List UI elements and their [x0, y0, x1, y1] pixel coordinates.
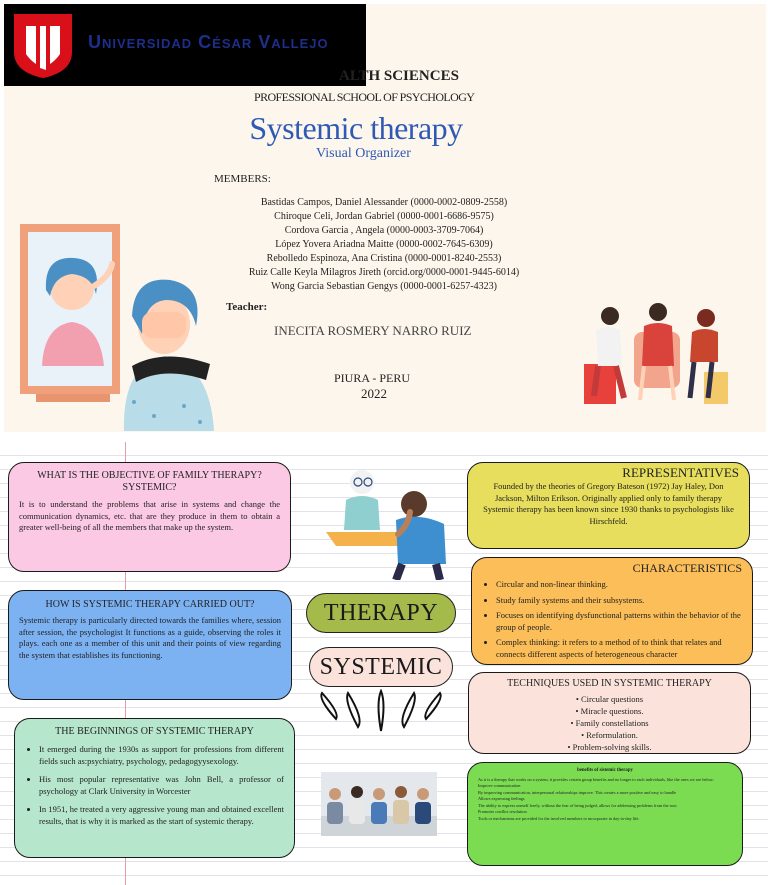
teacher-label: Teacher: [226, 301, 268, 313]
list-item: • His most popular representative was John Bell, a professor of psychology at Clark University in Worcester [39, 774, 284, 797]
members-list [234, 196, 534, 294]
member-item: Cordova Garcia , Angela (0000-0003-3709-7064) [284, 225, 484, 236]
objective-text: It is to understand the problems that arise in systems and change the communication dynamics, etc. that are they produce in them to obtain a greater well-being of all the members that make up the system. [19, 499, 280, 532]
techniques-box [468, 672, 751, 754]
faculty-name: ALTH SCIENCES [339, 68, 459, 84]
list-item: • Problem-solving skills. [479, 741, 740, 753]
list-item: • In 1951, he treated a very aggressive young man and obtained excellent results, that is why it is marked as the start of systemic therapy. [39, 804, 284, 827]
year: 2022 [361, 386, 387, 401]
teacher-name: INECITA ROSMERY NARRO RUIZ [274, 323, 472, 338]
list-item: • Circular and non-linear thinking. [496, 579, 742, 591]
list-item: • Circular questions [479, 693, 740, 705]
representatives-text: Founded by the theories of Gregory Bateson (1972) Jay Haley, Don Jackson, Milton Erikson. Originally applied only to family therapy [493, 481, 724, 503]
systemic-label: SYSTEMIC [309, 647, 453, 687]
beginnings-list [25, 744, 284, 827]
cover-page [4, 4, 766, 432]
carried-out-text: Systemic therapy is particularly directed towards the families where, session after session, the psychologist It functions as a guide, observing the roles it plays. each one as a member of this unit and their points of view regarding the system that establishes its functioning. [19, 615, 281, 660]
page-title: Systemic therapy [249, 110, 463, 146]
characteristics-box [471, 557, 753, 665]
characteristics-title: CHARACTERISTICS [632, 561, 742, 575]
list-item: • Study family systems and their subsystems. [496, 595, 742, 607]
representatives-title: REPRESENTATIVES [622, 465, 739, 480]
members-label: MEMBERS: [214, 173, 271, 185]
member-item: López Yovera Ariadna Maitte (0000-0002-7645-6309) [275, 239, 493, 250]
benefits-line: By improving communication, interpersonal relationships improve. This creates a more positive and easy to handle [478, 789, 677, 795]
list-item: • Complex thinking: it refers to a method of to think that relates and connects different aspects of heterogeneous character [496, 637, 742, 660]
member-item: Ruiz Calle Keyla Milagros Jireth (orcid.org/0000-0001-9445-6014) [248, 267, 520, 278]
university-shield-icon [12, 12, 74, 80]
benefits-line: The ability to express oneself freely, without the fear of being judged, allows for addressing problems from the root. [478, 802, 678, 808]
objective-title: WHAT IS THE OBJECTIVE OF FAMILY THERAPY? SYSTEMIC? [37, 470, 262, 493]
mirror-reflection-illustration [14, 216, 224, 431]
benefits-line: Tools or mechanisms are provided for the involved members to incorporate in day-to-day life. [478, 815, 640, 821]
carried-out-box [8, 590, 292, 700]
benefits-line: Improve communication [478, 783, 521, 788]
university-logo-banner [4, 4, 366, 86]
list-item: • It emerged during the 1930s as support for professions from different fields such as:psychiatry, psychology, pedagogyysexology. [39, 744, 284, 767]
university-name: Universidad César Vallejo [88, 32, 329, 52]
rays-decoration-icon [314, 689, 448, 733]
member-item: Bastidas Campos, Daniel Alessander (0000-0002-0809-2558) [260, 197, 508, 208]
benefits-title: benefits of sistemic therapy [577, 768, 633, 773]
member-item: Chiroque Celi, Jordan Gabriel (0000-0001-6686-9575) [274, 211, 494, 222]
member-item: Wong Garcia Sebastian Gengys (0000-0001-6257-4323) [271, 281, 497, 292]
carried-out-title: HOW IS SYSTEMIC THERAPY CARRIED OUT? [45, 599, 255, 610]
visual-organizer [0, 442, 768, 885]
list-item: • Reformulation. [479, 729, 740, 741]
benefits-line: Promotes conflict resolution [478, 809, 527, 814]
benefits-line: Allows expressing feelings [478, 796, 525, 801]
family-therapy-illustration [580, 296, 730, 408]
school-name: PROFESSIONAL SCHOOL OF PSYCHOLOGY [254, 90, 475, 104]
beginnings-box [14, 718, 295, 858]
counseling-session-illustration [326, 460, 452, 580]
representatives-box [467, 462, 750, 549]
list-item: • Focuses on identifying dysfunctional patterns within the behavior of the group of people. [496, 610, 742, 633]
list-item: • Family constellations [479, 717, 740, 729]
page-subtitle: Visual Organizer [316, 146, 411, 161]
objective-box [8, 462, 291, 572]
beginnings-title: THE BEGINNINGS OF SYSTEMIC THERAPY [55, 726, 254, 737]
list-item: • Miracle questions. [479, 705, 740, 717]
benefits-box [467, 762, 743, 866]
location: PIURA - PERU [334, 371, 411, 385]
representatives-text: Systemic therapy has been known since 1930 thanks to psychologists like Hirschfeld. [483, 504, 734, 526]
member-item: Rebolledo Espinoza, Ana Cristina (0000-0001-8240-2553) [266, 253, 502, 264]
techniques-title: TECHNIQUES USED IN SYSTEMIC THERAPY [507, 678, 712, 689]
characteristics-list [482, 579, 742, 660]
benefits-line: As it is a therapy that works on a system, it provides certain group benefits and no longer to each individuals, like the ones we see below: [478, 776, 715, 782]
therapy-label: THERAPY [306, 593, 456, 633]
group-therapy-photo [321, 772, 437, 836]
techniques-list [479, 693, 740, 753]
